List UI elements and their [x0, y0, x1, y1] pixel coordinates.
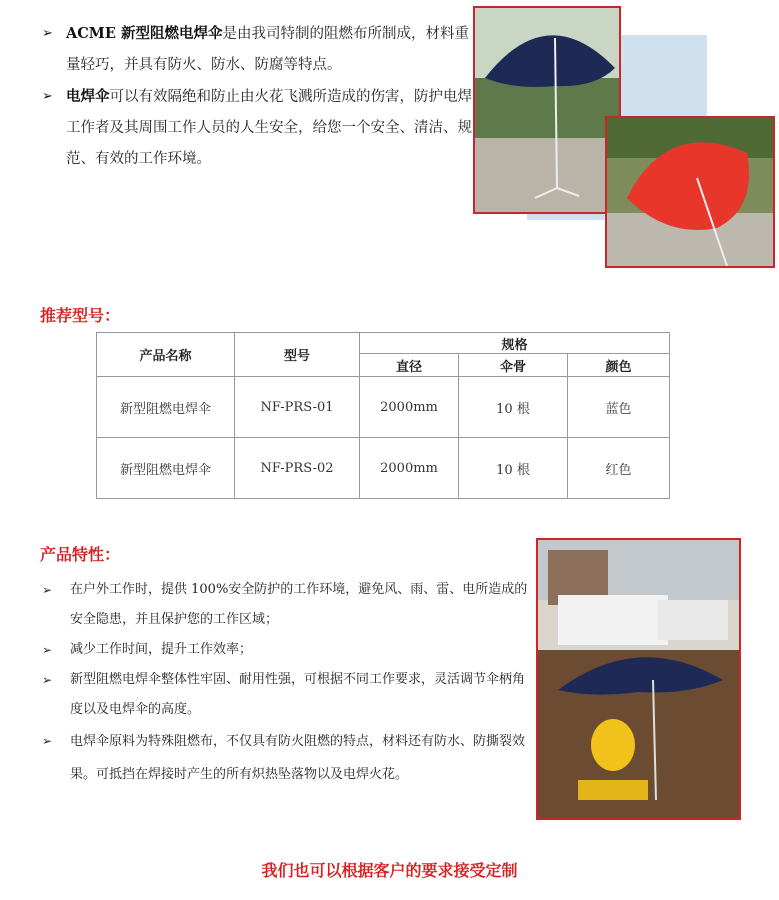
cell-model: NF-PRS-02 [235, 438, 360, 499]
worksite-umbrella-photo [536, 538, 741, 820]
list-item [42, 635, 532, 665]
cell-diameter: 2000mm [360, 377, 459, 438]
intro-text-1: 是由我司特制的阻燃布所制成，材料重量轻巧，并具有防火、防水、防腐等特点。 [66, 26, 469, 73]
arrow-bullet-icon: ➢ [42, 643, 53, 657]
cell-model: NF-PRS-01 [235, 377, 360, 438]
intro-paragraph-1 [42, 18, 482, 81]
intro-section [42, 18, 482, 175]
arrow-bullet-icon: ➢ [42, 26, 53, 41]
header-color: 颜色 [568, 354, 670, 377]
umbrella-highlight: 电焊伞 [66, 88, 110, 105]
cell-ribs: 10 根 [459, 377, 568, 438]
header-product-name: 产品名称 [97, 333, 235, 377]
arrow-bullet-icon: ➢ [42, 734, 53, 748]
spec-table [96, 332, 670, 499]
table-row [97, 377, 670, 438]
features-list [42, 575, 532, 791]
arrow-bullet-icon: ➢ [42, 673, 53, 687]
blue-umbrella-photo [473, 6, 621, 214]
cell-diameter: 2000mm [360, 438, 459, 499]
intro-paragraph-2 [42, 81, 482, 175]
header-spec: 规格 [360, 333, 670, 354]
footer-customization-note: 我们也可以根据客户的要求接受定制 [261, 861, 518, 880]
red-umbrella-photo [605, 116, 775, 268]
cell-name: 新型阻燃电焊伞 [97, 377, 235, 438]
header-model: 型号 [235, 333, 360, 377]
cell-color: 蓝色 [568, 377, 670, 438]
list-item [42, 725, 532, 791]
cell-ribs: 10 根 [459, 438, 568, 499]
product-name-highlight: ACME 新型阻燃电焊伞 [66, 25, 223, 42]
feature-text: 减少工作时间，提升工作效率； [70, 642, 253, 657]
feature-text: 在户外工作时，提供 100%安全防护的工作环境，避免风、雨、雷、电所造成的安全隐患，并且保护您的工作区域； [70, 582, 528, 627]
cell-name: 新型阻燃电焊伞 [97, 438, 235, 499]
product-features-title: 产品特性： [40, 545, 121, 564]
feature-text: 电焊伞原料为特殊阻燃布，不仅具有防火阻燃的特点，材料还有防水、防撕裂效果。可抵挡在焊接时产生的所有炽热坠落物以及电焊火花。 [70, 734, 526, 782]
list-item [42, 575, 532, 635]
recommended-models-title: 推荐型号： [40, 306, 121, 325]
cell-color: 红色 [568, 438, 670, 499]
table-row [97, 438, 670, 499]
feature-text: 新型阻燃电焊伞整体性牢固、耐用性强，可根据不同工作要求，灵活调节伞柄角度以及电焊伞的高度。 [70, 672, 526, 717]
header-diameter: 直径 [360, 354, 459, 377]
arrow-bullet-icon: ➢ [42, 583, 53, 597]
arrow-bullet-icon: ➢ [42, 89, 53, 104]
header-ribs: 伞骨 [459, 354, 568, 377]
intro-text-2: 可以有效隔绝和防止由火花飞溅所造成的伤害，防护电焊工作者及其周围工作人员的人生安全，给您一个安全、清洁、规范、有效的工作环境。 [66, 89, 472, 167]
list-item [42, 665, 532, 725]
